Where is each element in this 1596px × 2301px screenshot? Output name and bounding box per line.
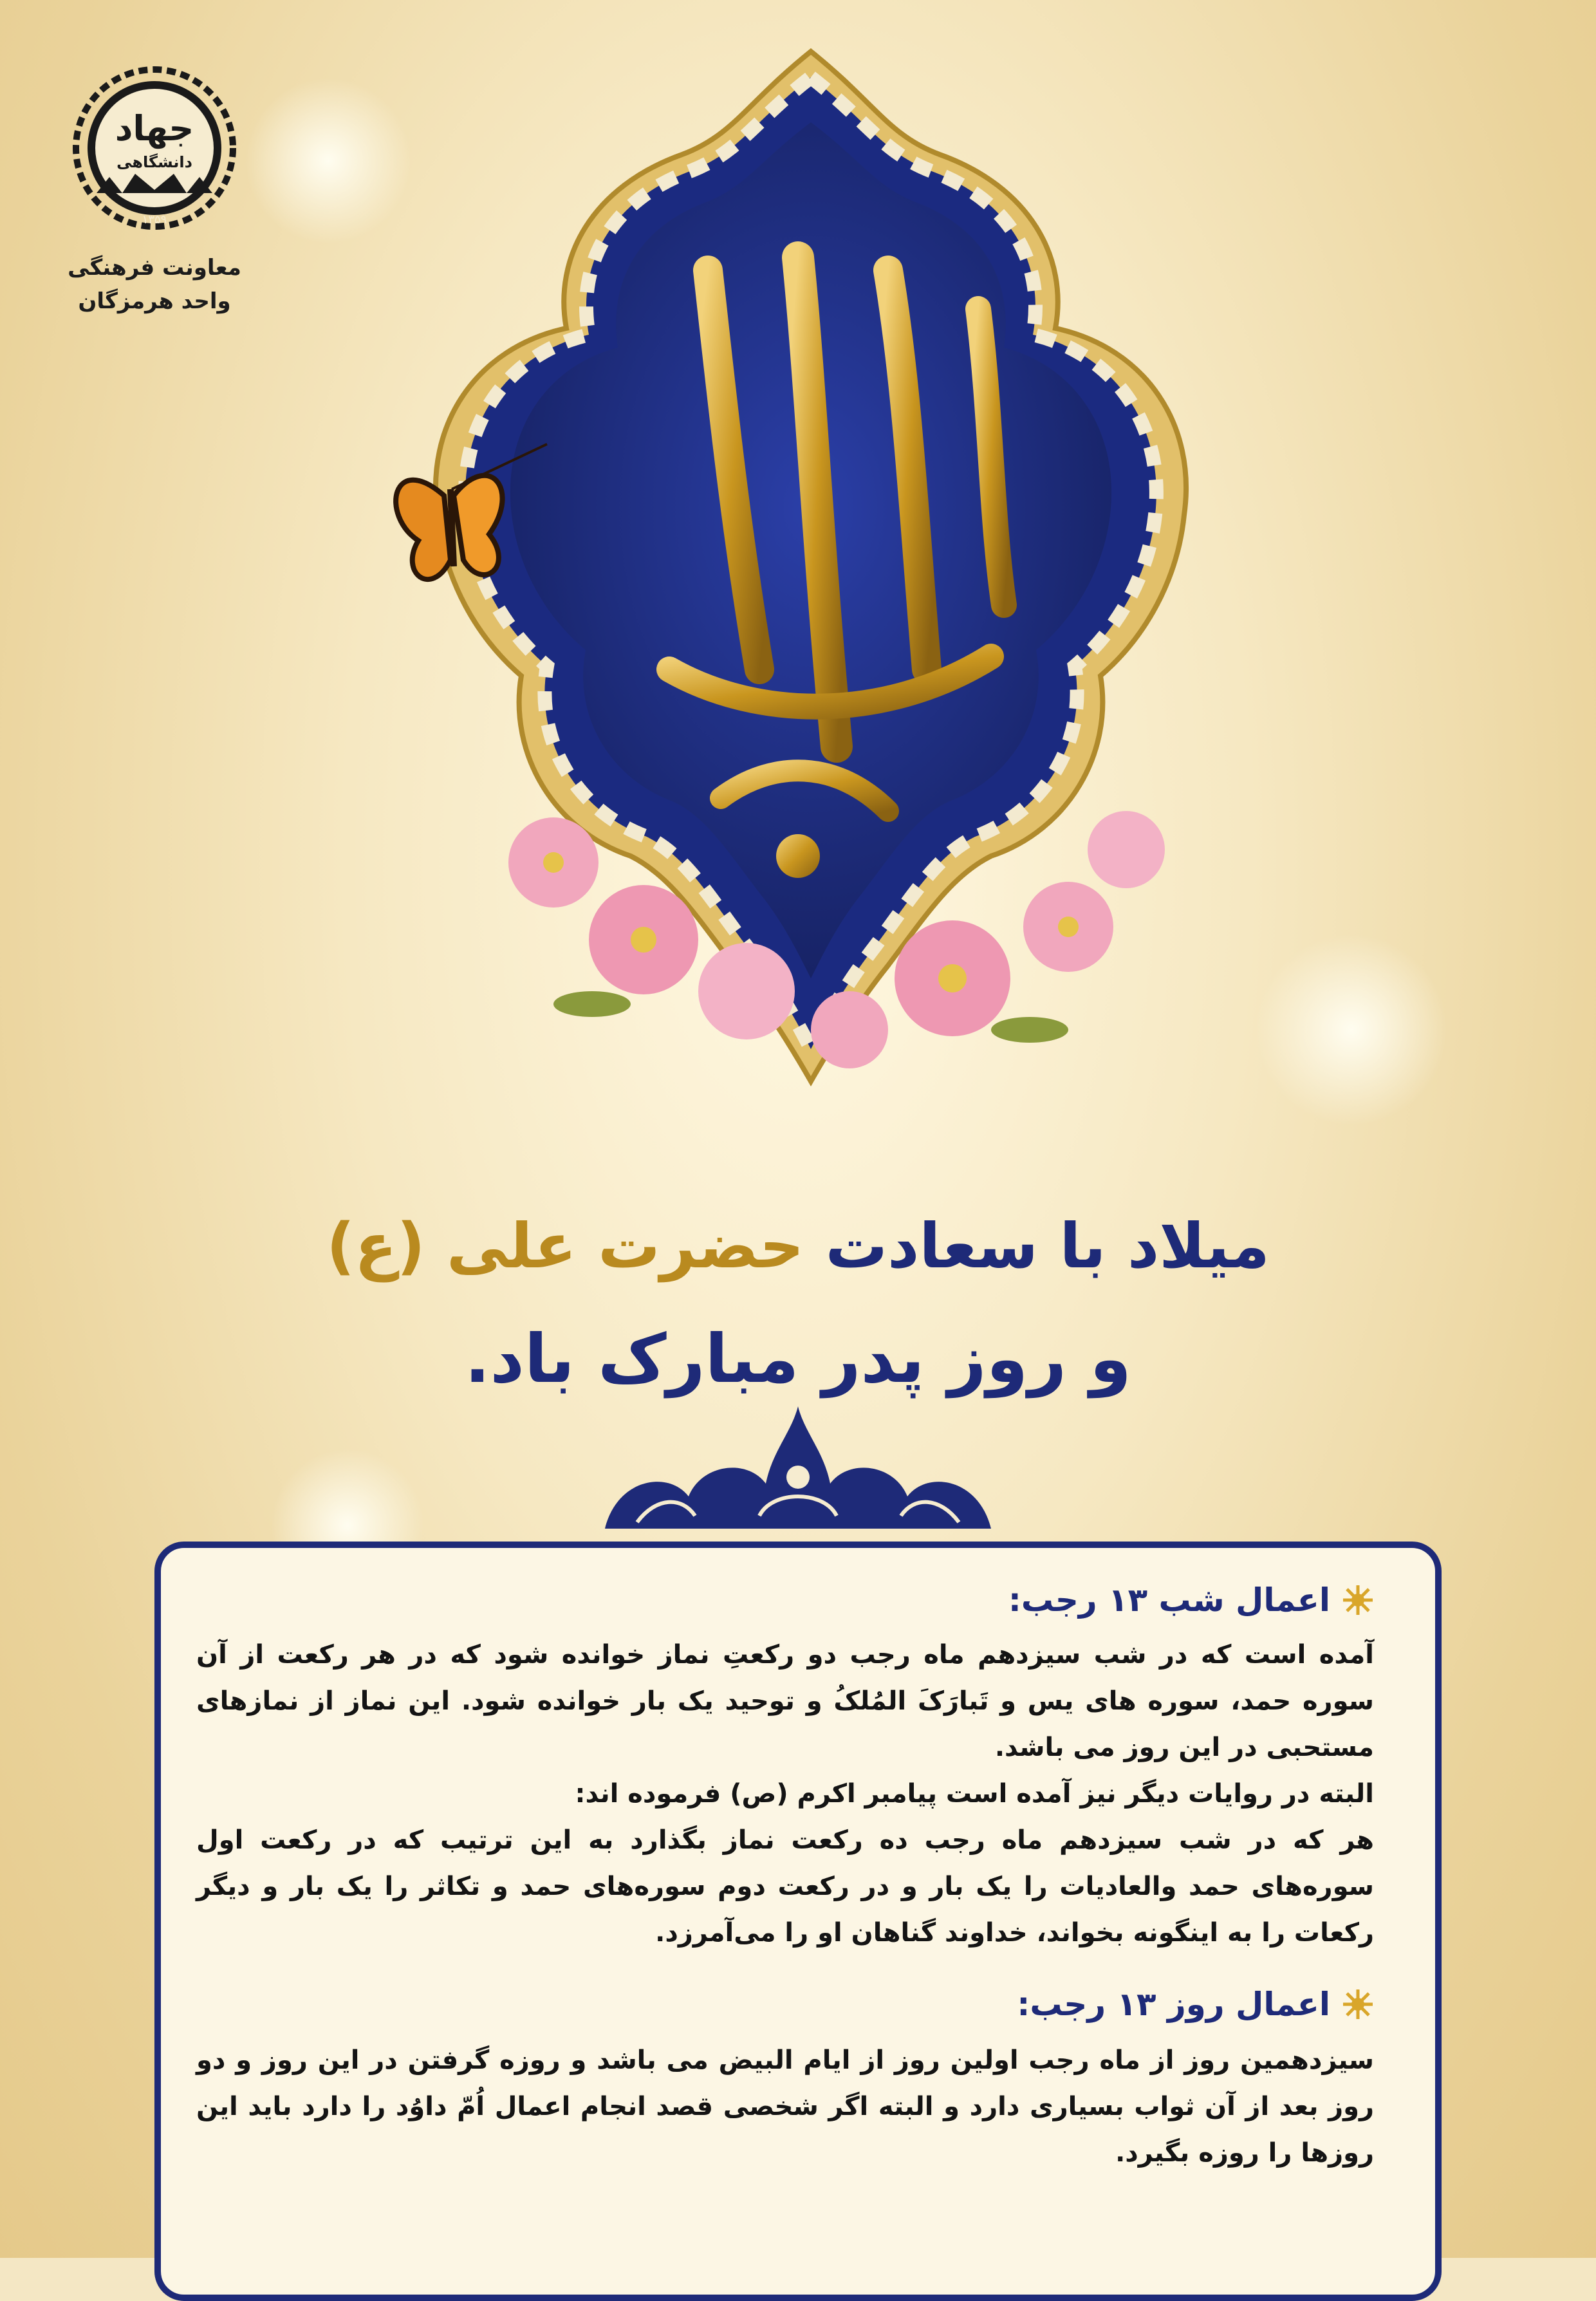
org-caption-line1: معاونت فرهنگی	[68, 255, 241, 281]
section1-title	[1008, 1581, 1374, 1619]
org-caption	[58, 251, 251, 318]
logo-main-text: جهاد	[115, 108, 194, 149]
headline-part1: میلاد با سعادت	[804, 1210, 1270, 1282]
headline-line2: و روز پدر مبارک باد.	[464, 1319, 1132, 1398]
section1-paragraph: هر که در شب سیزدهم ماه رجب ده رکعت نماز بگذارد به این ترتیب که در رکعت اول سوره‌های حمد والعادیات را یک بار و در رکعت دوم سوره‌های حمد و تکاثر را یک بار و دیگر رکعات را به اینگونه بخواند، خداوند گناهان او را می‌آمرزد.	[196, 1825, 1374, 1948]
medallion-calligraphy	[309, 26, 1313, 1133]
section1-title-text: اعمال شب ۱۳ رجب:	[1008, 1581, 1330, 1619]
section1-paragraph: البته در روایات دیگر نیز آمده است پیامبر اکرم (ص) فرموده اند:	[575, 1779, 1374, 1809]
section1-body	[196, 1632, 1374, 1956]
logo-year: ۱۳۵۹	[142, 213, 167, 227]
arabesque-ornament	[598, 1400, 998, 1535]
section2-title	[1017, 1986, 1374, 2023]
headline-line1	[193, 1210, 1403, 1282]
info-box	[154, 1542, 1442, 2301]
org-caption-line2: واحد هرمزگان	[78, 288, 231, 314]
section1-paragraph: آمده است که در شب سیزدهم ماه رجب دو رکعتِ نماز خوانده شود که در هر رکعت از آن سوره حمد، سوره های یس و تَبارَکَ المُلکُ و توحید یک بار خوانده شود. این نماز از نمازهای مستحبی در این روز می باشد.	[196, 1640, 1374, 1762]
section2-body	[196, 2037, 1374, 2176]
star-bullet-icon	[1342, 1988, 1374, 2020]
section2-paragraph: سیزدهمین روز از ماه رجب اولین روز از ایام البیض می باشد و روزه گرفتن در این روز و دو روز بعد از آن ثواب بسیاری دارد و البته اگر شخصی قصد انجام اعمال اُمّ داوُد را دارد باید این روزها را روزه بگیرد.	[196, 2045, 1374, 2168]
jahad-logo	[71, 64, 238, 232]
section2-title-text: اعمال روز ۱۳ رجب:	[1017, 1986, 1330, 2023]
logo-sub-text: دانشگاهی	[116, 153, 192, 171]
headline-part2: حضرت علی (ع)	[326, 1210, 804, 1282]
star-bullet-icon	[1342, 1584, 1374, 1616]
